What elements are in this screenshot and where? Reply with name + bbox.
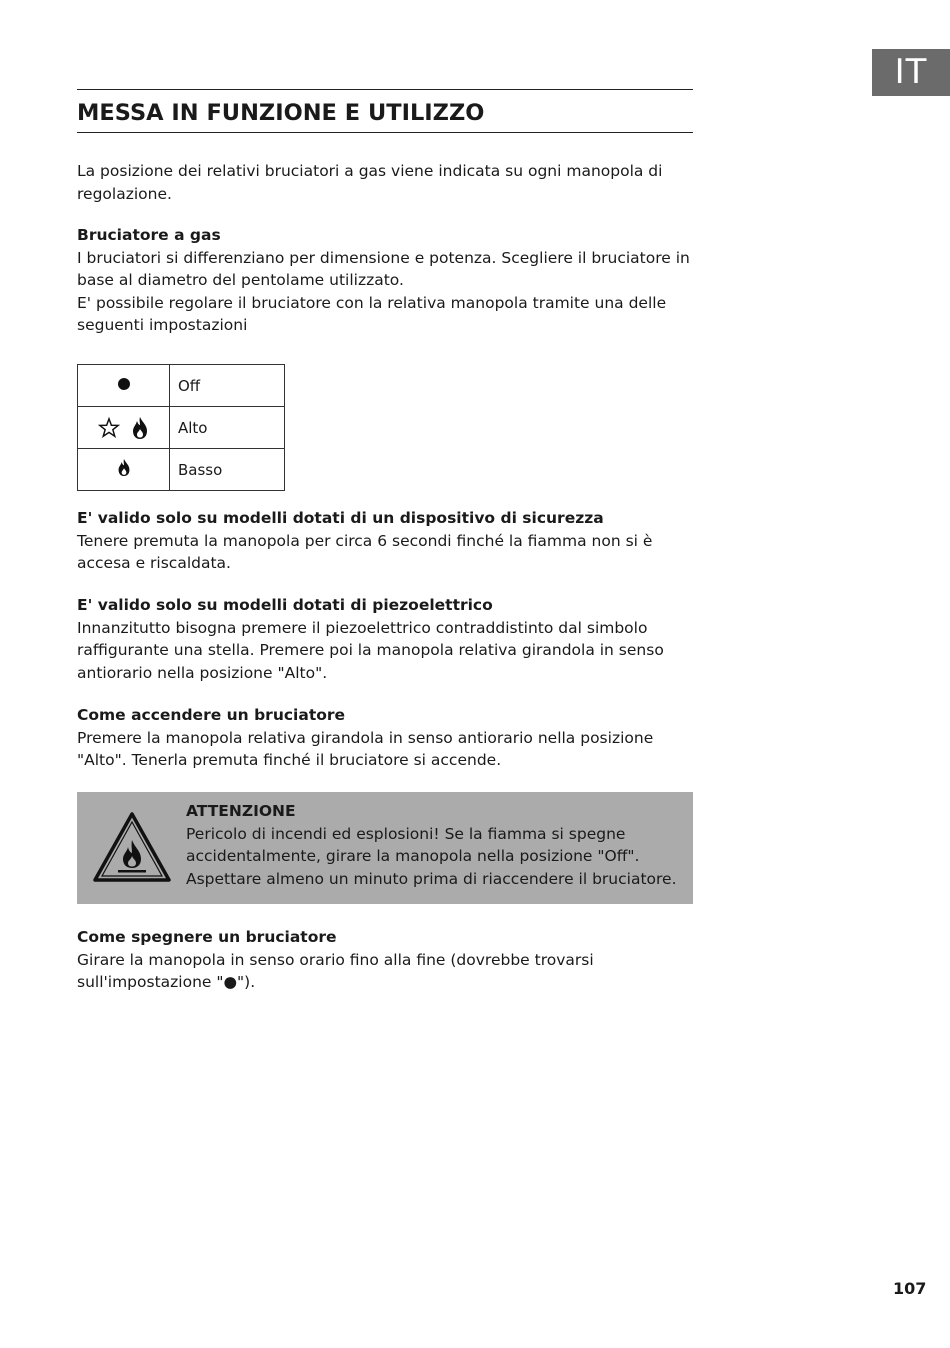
table-row (78, 407, 285, 449)
settings-table (77, 364, 285, 491)
extinguish-heading: Come spegnere un bruciatore (77, 928, 337, 946)
small-flame-icon (117, 458, 131, 477)
table-row (78, 365, 285, 407)
piezo-section (77, 594, 693, 684)
piezo-heading: E' valido solo su modelli dotati di piezoelettrico (77, 596, 493, 614)
title-bottom-rule (77, 132, 693, 133)
ignite-section (77, 704, 693, 772)
safety-device-body: Tenere premuta la manopola per circa 6 secondi finché la fiamma non si è accesa e riscaldata. (77, 531, 653, 573)
dot-icon (117, 377, 131, 391)
title-top-rule (77, 89, 693, 90)
safety-device-section (77, 507, 693, 575)
page-number: 107 (893, 1279, 927, 1298)
setting-label-basso: Basso (170, 449, 285, 491)
setting-label-off: Off (170, 365, 285, 407)
safety-device-heading: E' valido solo su modelli dotati di un dispositivo di sicurezza (77, 509, 604, 527)
gas-burner-heading: Bruciatore a gas (77, 226, 221, 244)
warning-box (77, 792, 693, 904)
flammable-warning-icon (91, 810, 173, 884)
extinguish-section (77, 926, 693, 994)
gas-burner-body2: E' possibile regolare il bruciatore con la relativa manopola tramite una delle seguenti impostazioni (77, 293, 667, 335)
gas-burner-section (77, 224, 693, 337)
warning-body: Pericolo di incendi ed esplosioni! Se la fiamma si spegne accidentalmente, girare la manopola nella posizione "Off". Aspettare almeno un minuto prima di riaccendere il bruciatore. (186, 824, 677, 888)
star-icon (98, 417, 120, 439)
page-title: MESSA IN FUNZIONE E UTILIZZO (77, 100, 485, 126)
large-flame-icon (131, 416, 149, 440)
piezo-body: Innanzitutto bisogna premere il piezoelettrico contraddistinto dal simbolo raffigurante una stella. Premere poi la manopola relativa girandola in senso antiorario nella posizione "Alto". (77, 618, 664, 682)
ignite-heading: Come accendere un bruciatore (77, 706, 346, 724)
ignite-body: Premere la manopola relativa girandola in senso antiorario nella posizione "Alto". Tenerla premuta finché il bruciatore si accende. (77, 728, 654, 770)
table-row (78, 449, 285, 491)
extinguish-body: Girare la manopola in senso orario fino alla fine (dovrebbe trovarsi sull'impostazione "●"). (77, 950, 594, 992)
warning-text (186, 800, 686, 890)
setting-label-alto: Alto (170, 407, 285, 449)
gas-burner-body: I bruciatori si differenziano per dimensione e potenza. Scegliere il bruciatore in base al diametro del pentolame utilizzato. (77, 248, 690, 290)
warning-heading: ATTENZIONE (186, 802, 296, 820)
language-tab: IT (872, 49, 950, 96)
intro-paragraph: La posizione dei relativi bruciatori a gas viene indicata su ogni manopola di regolazione. (77, 162, 663, 203)
